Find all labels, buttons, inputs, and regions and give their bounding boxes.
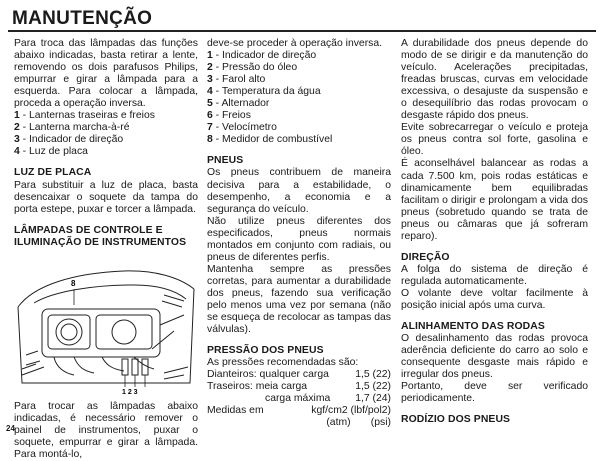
table-row: carga máxima 1,7 (24) xyxy=(265,393,391,405)
luz-placa-heading: LUZ DE PLACA xyxy=(14,167,92,179)
list-item: 5 - Alternador xyxy=(207,98,270,110)
instrument-panel-drawing xyxy=(14,255,198,395)
pneus-paragraph-2: Não utilize pneus diferentes dos especificados, pneus normais montados em conjunto com radiais, ou pneus de diferentes perfis. xyxy=(207,215,391,263)
pressao-intro: As pressões recomendadas são: xyxy=(207,357,359,369)
alinhamento-paragraph-2: Portanto, deve ser verificado periodicamente. xyxy=(401,381,588,405)
list-item: 4 - Luz de placa xyxy=(14,146,88,158)
column-2 xyxy=(207,38,391,429)
controle-heading: LÂMPADAS DE CONTROLE E ILUMINAÇÃO DE INSTRUMENTOS xyxy=(14,224,187,248)
list-item: 4 - Temperatura da água xyxy=(207,86,321,98)
balancear-paragraph: É aconselhável balancear as rodas a cada 7.500 km, pois rodas estáticas e dinamicamente bem equilibradas facilitam o dirigir e prolongam a vida dos pneus (sobretudo quando se trata de pneus ou câmaras que já sofreram reparo). xyxy=(401,158,588,242)
alinhamento-paragraph-1: O desalinhamento das rodas provoca aderência deficiente do carro ao solo e consequente desgaste mais rápido e irregular dos pneus. xyxy=(401,333,588,381)
list-item: 7 - Velocímetro xyxy=(207,122,277,134)
list-item: 2 - Lanterna marcha-à-ré xyxy=(14,122,130,134)
table-row: Dianteiros: qualquer carga 1,5 (22) xyxy=(207,369,391,381)
instrument-panel-illustration xyxy=(14,255,198,395)
bottom-text: Para trocar as lâmpadas abaixo indicadas, é necessário remover o painel de instrumentos, puxar o soquete, empurrar e girar a lâmpada. Para montá-lo, xyxy=(14,400,198,460)
column-1 xyxy=(14,38,198,461)
list-item: 3 - Farol alto xyxy=(207,74,266,86)
rodizio-heading: RODÍZIO DOS PNEUS xyxy=(401,414,511,426)
title-bar xyxy=(8,6,596,32)
list-item: 1 - Lanternas traseiras e freios xyxy=(14,110,155,122)
table-row: (atm) (psi) xyxy=(326,417,391,429)
callout-8: 8 xyxy=(71,278,76,288)
table-row: Traseiros: meia carga 1,5 (22) xyxy=(207,381,391,393)
page-number: 24 xyxy=(6,424,15,433)
list-item: 1 - Indicador de direção xyxy=(207,50,317,62)
direcao-paragraph-2: O volante deve voltar facilmente à posição inicial após uma curva. xyxy=(401,287,588,311)
list-item: 8 - Medidor de combustível xyxy=(207,134,333,146)
durabilidade-paragraph: A durabilidade dos pneus depende do modo de se dirigir e da manutenção do veículo. Acelerações precipitadas, freadas bruscas, curvas em velocidade excessiva, o desajuste da suspensão e o desequilíbrio das rodas provocam o desgaste rápido dos pneus. xyxy=(401,38,588,122)
pressao-heading: PRESSÃO DOS PNEUS xyxy=(207,345,324,357)
pneus-heading: PNEUS xyxy=(207,155,244,167)
callout-1-2-3: 1 2 3 xyxy=(122,388,138,395)
list-item: 2 - Pressão do óleo xyxy=(207,62,298,74)
pneus-paragraph-1: Os pneus contribuem de maneira decisiva para a estabilidade, o desempenho, a economia e a segurança do veículo. xyxy=(207,167,391,215)
list-item: 3 - Indicador de direção xyxy=(14,134,124,146)
sobrecarga-paragraph: Evite sobrecarregar o veículo e proteja os pneus contra sol forte, gasolina e óleo. xyxy=(401,122,588,158)
lamp-list-1 xyxy=(14,110,198,158)
page-title: MANUTENÇÃO xyxy=(12,8,153,29)
luz-placa-text: Para substituir a luz de placa, basta desencaixar o soquete da tampa do porta estepe, puxar e torcer a lâmpada. xyxy=(14,179,198,215)
lamp-list-2 xyxy=(207,50,391,146)
pressure-table xyxy=(207,369,391,429)
direcao-paragraph-1: A folga do sistema de direção é regulada automaticamente. xyxy=(401,263,588,287)
column-3 xyxy=(401,38,588,426)
table-row: Medidas em kgf/cm2 (lbf/pol2) xyxy=(207,405,391,417)
pneus-paragraph-3: Mantenha sempre as pressões corretas, para aumentar a durabilidade dos pneus, fazendo sua verificação pelo menos uma vez por semana (não se esqueça de recolocar as tampas das válvulas). xyxy=(207,263,391,336)
direcao-heading: DIREÇÃO xyxy=(401,251,450,263)
list-item: 6 - Freios xyxy=(207,110,251,122)
continuation-text: deve-se proceder à operação inversa. xyxy=(207,38,383,49)
alinhamento-heading: ALINHAMENTO DAS RODAS xyxy=(401,321,545,333)
intro-paragraph: Para troca das lâmpadas das funções abaixo indicadas, basta retirar a lente, removendo os dois parafusos Philips, empurrar e girar a lâmpada para a esquerda. Para colocar a lâmpada, proceda a operação inversa. xyxy=(14,38,198,110)
